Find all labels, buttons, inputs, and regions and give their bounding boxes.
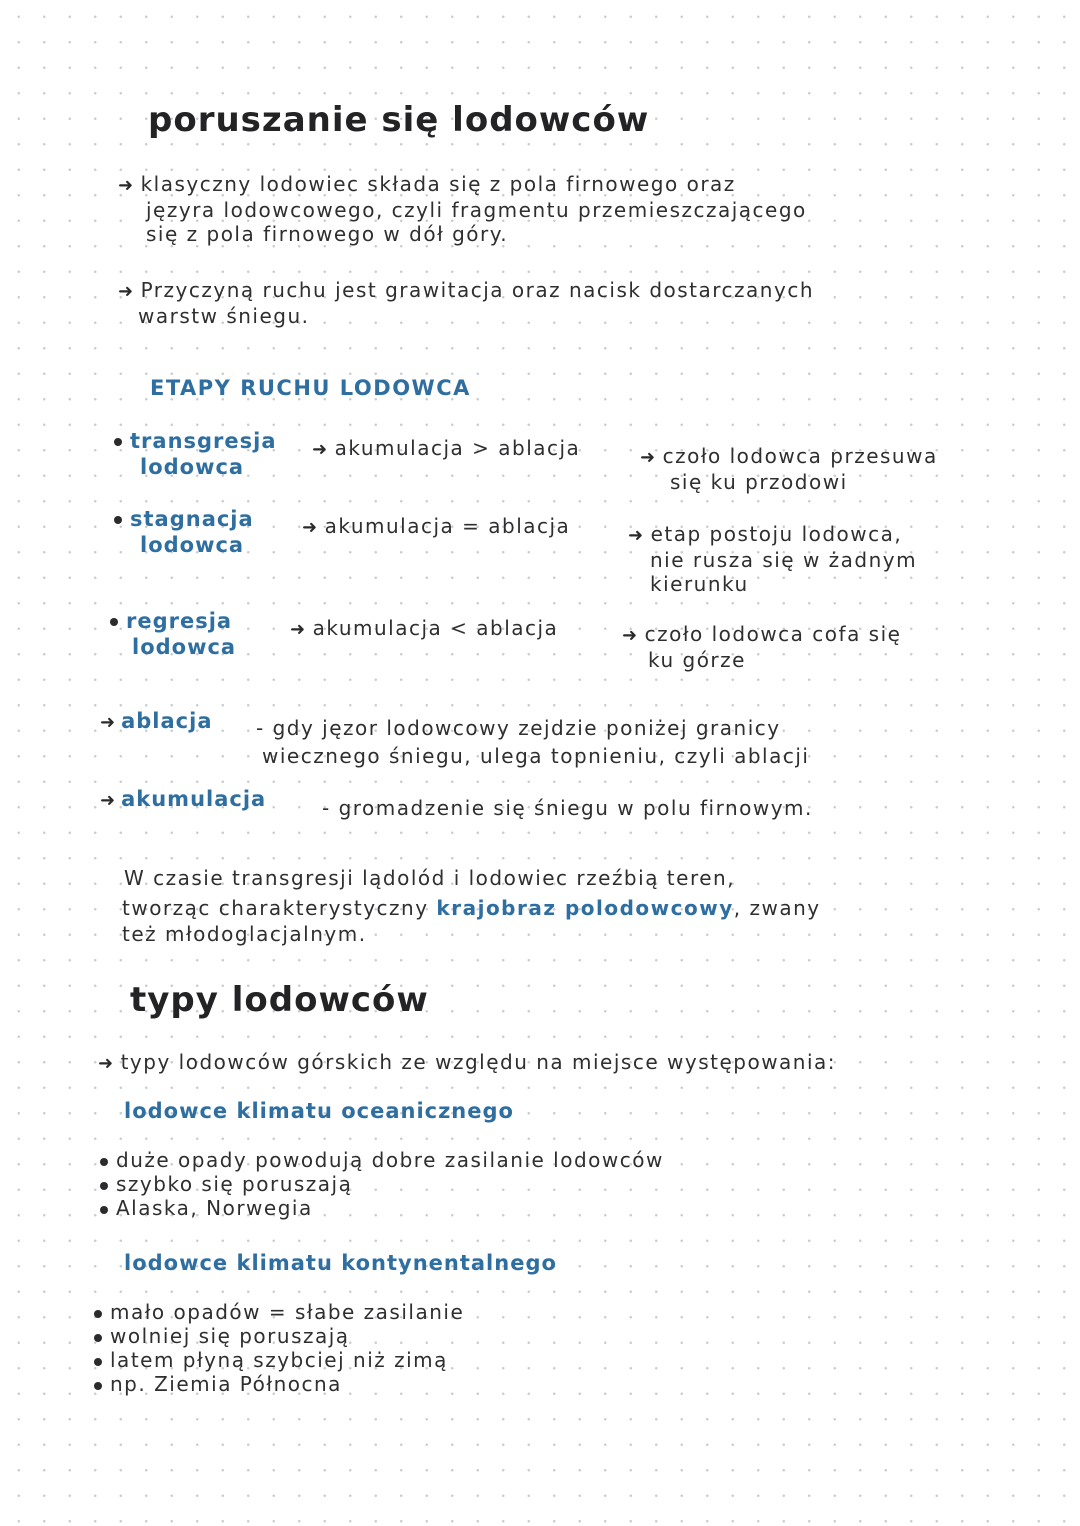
- paragraph-line: W czasie transgresji lądolód i lodowiec rzeźbią teren,: [124, 866, 736, 890]
- arrow-icon: ➜: [622, 625, 639, 646]
- list-item: Alaska, Norwegia: [100, 1196, 664, 1220]
- arrow-icon: ➜: [302, 517, 319, 538]
- intro-line: warstw śniegu.: [138, 304, 310, 328]
- stage-term: lodowca: [132, 635, 237, 659]
- paragraph-line: tworząc charakterystyczny krajobraz polodowcowy, zwany: [122, 896, 821, 920]
- definition-text: - gdy jęzor lodowcowy zejdzie poniżej granicy: [256, 716, 781, 740]
- list-item: np. Ziemia Północna: [94, 1372, 464, 1396]
- bullet-icon: [100, 1158, 108, 1166]
- list-item: duże opady powodują dobre zasilanie lodowców: [100, 1148, 664, 1172]
- definition-text: - gromadzenie się śniegu w polu firnowym.: [322, 796, 813, 820]
- stage-effect: ➜ czoło lodowca przesuwa się ku przodowi: [640, 444, 938, 494]
- bullet-icon: [110, 618, 118, 626]
- arrow-icon: ➜: [100, 712, 116, 733]
- intro-line: języra lodowcowego, czyli fragmentu przemieszczającego: [146, 198, 807, 222]
- arrow-icon: ➜: [312, 439, 329, 460]
- intro-paragraph-1: [118, 172, 807, 246]
- intro-line: się z pola firnowego w dół góry.: [146, 222, 509, 246]
- stage-effect: ➜ etap postoju lodowca, nie rusza się w żadnym kierunku: [628, 522, 918, 596]
- stage-transgresja: [114, 428, 277, 480]
- arrow-icon: ➜: [640, 447, 657, 468]
- arrow-icon: ➜: [98, 1053, 115, 1074]
- stage-formula: ➜ akumulacja < ablacja: [290, 616, 559, 640]
- stages-heading: ETAPY RUCHU LODOWCA: [150, 376, 471, 400]
- list-item: latem płyną szybciej niż zimą: [94, 1348, 464, 1372]
- stage-term: lodowca: [140, 533, 245, 557]
- continental-list: [94, 1300, 464, 1396]
- definition-akumulacja: [100, 786, 266, 812]
- definition-text: wiecznego śniegu, ulega topnieniu, czyli ablacji: [262, 744, 810, 768]
- stage-stagnacja: [114, 506, 254, 558]
- highlighted-term: krajobraz polodowcowy: [436, 896, 734, 920]
- arrow-icon: ➜: [100, 790, 116, 811]
- oceanic-list: [100, 1148, 664, 1220]
- bullet-icon: [100, 1206, 108, 1214]
- stage-formula: ➜ akumulacja = ablacja: [302, 514, 571, 538]
- stage-term: lodowca: [140, 455, 245, 479]
- bullet-icon: [94, 1310, 102, 1318]
- paragraph-line: też młodoglacjalnym.: [122, 922, 367, 946]
- list-item: wolniej się poruszają: [94, 1324, 464, 1348]
- definition-ablacja: [100, 708, 212, 734]
- bullet-icon: [94, 1358, 102, 1366]
- bullet-icon: [94, 1334, 102, 1342]
- bullet-icon: [94, 1382, 102, 1390]
- stage-regresja: [110, 608, 236, 660]
- oceanic-heading: lodowce klimatu oceanicznego: [124, 1099, 514, 1123]
- intro-line: Przyczyną ruchu jest grawitacja oraz nacisk dostarczanych: [140, 278, 814, 302]
- arrow-icon: ➜: [290, 619, 307, 640]
- stage-term: stagnacja: [130, 507, 254, 531]
- arrow-icon: ➜: [118, 281, 135, 302]
- page-title: poruszanie się lodowców: [148, 100, 650, 140]
- bullet-icon: [114, 516, 122, 524]
- definition-term: akumulacja: [121, 787, 267, 811]
- definition-term: ablacja: [121, 709, 213, 733]
- list-item: szybko się poruszają: [100, 1172, 664, 1196]
- stage-term: transgresja: [130, 429, 277, 453]
- intro-paragraph-2: [118, 278, 814, 328]
- stage-effect: ➜ czoło lodowca cofa się ku górze: [622, 622, 902, 672]
- section-title: typy lodowców: [130, 980, 429, 1020]
- types-intro: ➜ typy lodowców górskich ze względu na miejsce występowania:: [98, 1050, 837, 1074]
- continental-heading: lodowce klimatu kontynentalnego: [124, 1251, 557, 1275]
- stage-term: regresja: [126, 609, 233, 633]
- arrow-icon: ➜: [628, 525, 645, 546]
- intro-line: klasyczny lodowiec składa się z pola firnowego oraz: [140, 172, 736, 196]
- bullet-icon: [100, 1182, 108, 1190]
- arrow-icon: ➜: [118, 175, 135, 196]
- list-item: mało opadów = słabe zasilanie: [94, 1300, 464, 1324]
- bullet-icon: [114, 438, 122, 446]
- stage-formula: ➜ akumulacja > ablacja: [312, 436, 581, 460]
